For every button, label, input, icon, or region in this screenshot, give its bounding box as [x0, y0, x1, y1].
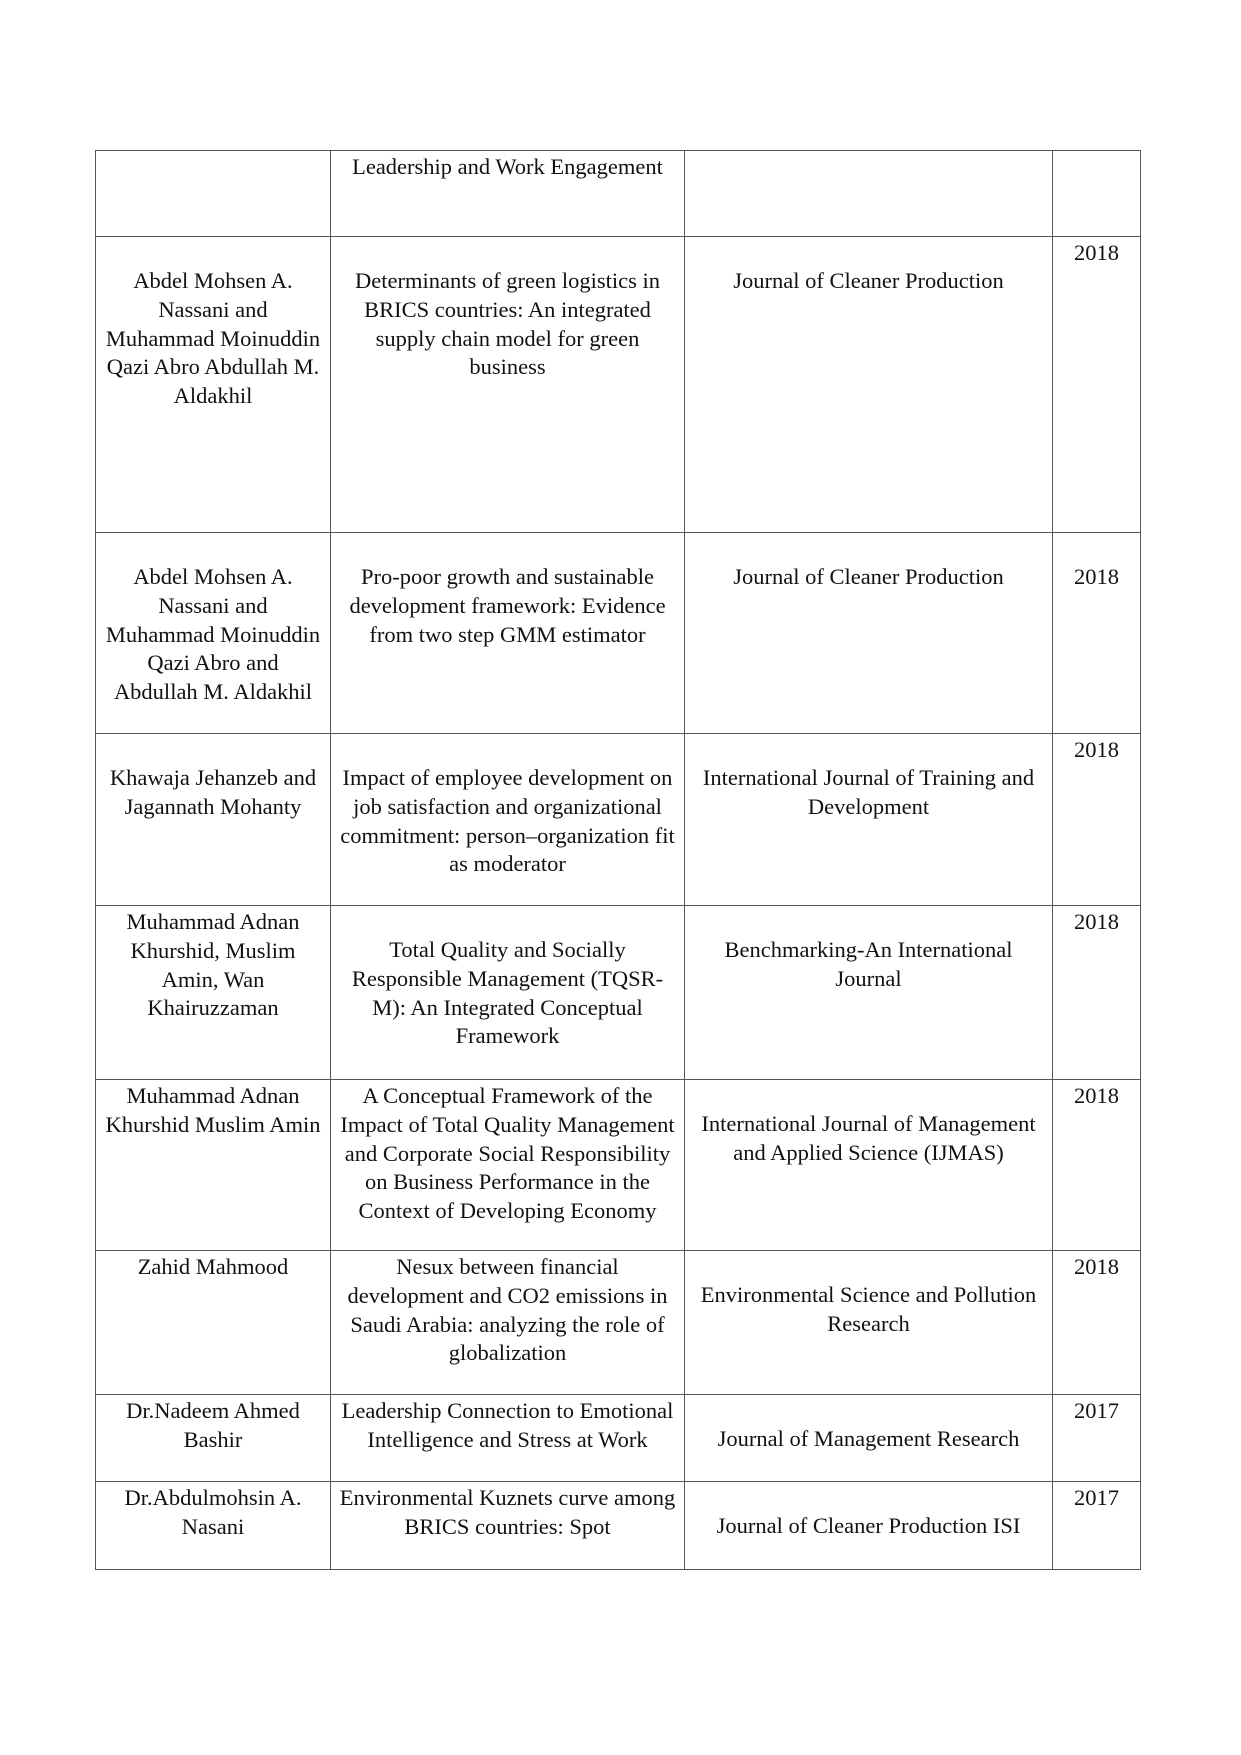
year-cell: 2018	[1053, 906, 1141, 1080]
publications-table	[95, 150, 1141, 1570]
title-cell: Leadership Connection to Emotional Intelligence and Stress at Work	[331, 1395, 685, 1482]
journal-cell: International Journal of Management and Applied Science (IJMAS)	[685, 1080, 1053, 1251]
title-cell: Pro-poor growth and sustainable development framework: Evidence from two step GMM estimator	[331, 533, 685, 734]
year-cell: 2017	[1053, 1395, 1141, 1482]
journal-cell: International Journal of Training and Development	[685, 734, 1053, 906]
authors-cell: Dr.Nadeem Ahmed Bashir	[96, 1395, 331, 1482]
authors-cell: Abdel Mohsen A. Nassani and Muhammad Moinuddin Qazi Abro and Abdullah M. Aldakhil	[96, 533, 331, 734]
table-row	[96, 1482, 1141, 1570]
year-cell	[1053, 151, 1141, 237]
authors-cell: Dr.Abdulmohsin A. Nasani	[96, 1482, 331, 1570]
authors-cell: Abdel Mohsen A. Nassani and Muhammad Moinuddin Qazi Abro Abdullah M. Aldakhil	[96, 237, 331, 533]
table-row	[96, 1251, 1141, 1395]
journal-cell: Journal of Cleaner Production	[685, 533, 1053, 734]
year-cell: 2018	[1053, 237, 1141, 533]
authors-cell: Khawaja Jehanzeb and Jagannath Mohanty	[96, 734, 331, 906]
table-row	[96, 237, 1141, 533]
journal-cell: Journal of Cleaner Production	[685, 237, 1053, 533]
table-row	[96, 906, 1141, 1080]
authors-cell	[96, 151, 331, 237]
authors-cell: Zahid Mahmood	[96, 1251, 331, 1395]
table-row	[96, 1395, 1141, 1482]
journal-cell	[685, 151, 1053, 237]
title-cell: Impact of employee development on job satisfaction and organizational commitment: person–organization fit as moderator	[331, 734, 685, 906]
title-cell: Nesux between financial development and CO2 emissions in Saudi Arabia: analyzing the role of globalization	[331, 1251, 685, 1395]
journal-cell: Journal of Management Research	[685, 1395, 1053, 1482]
year-cell: 2018	[1053, 533, 1141, 734]
title-cell: Determinants of green logistics in BRICS countries: An integrated supply chain model for green business	[331, 237, 685, 533]
year-cell: 2018	[1053, 1080, 1141, 1251]
journal-cell: Benchmarking-An International Journal	[685, 906, 1053, 1080]
journal-cell: Journal of Cleaner Production ISI	[685, 1482, 1053, 1570]
journal-cell: Environmental Science and Pollution Research	[685, 1251, 1053, 1395]
year-cell: 2018	[1053, 734, 1141, 906]
table-row	[96, 533, 1141, 734]
authors-cell: Muhammad Adnan Khurshid Muslim Amin	[96, 1080, 331, 1251]
title-cell: Environmental Kuznets curve among BRICS countries: Spot	[331, 1482, 685, 1570]
title-cell: A Conceptual Framework of the Impact of Total Quality Management and Corporate Social Responsibility on Business Performance in the Context of Developing Economy	[331, 1080, 685, 1251]
year-cell: 2018	[1053, 1251, 1141, 1395]
title-cell: Leadership and Work Engagement	[331, 151, 685, 237]
title-cell: Total Quality and Socially Responsible Management (TQSR- M): An Integrated Conceptual Framework	[331, 906, 685, 1080]
authors-cell: Muhammad Adnan Khurshid, Muslim Amin, Wan Khairuzzaman	[96, 906, 331, 1080]
table-row	[96, 151, 1141, 237]
table-row	[96, 1080, 1141, 1251]
table-row	[96, 734, 1141, 906]
year-cell: 2017	[1053, 1482, 1141, 1570]
